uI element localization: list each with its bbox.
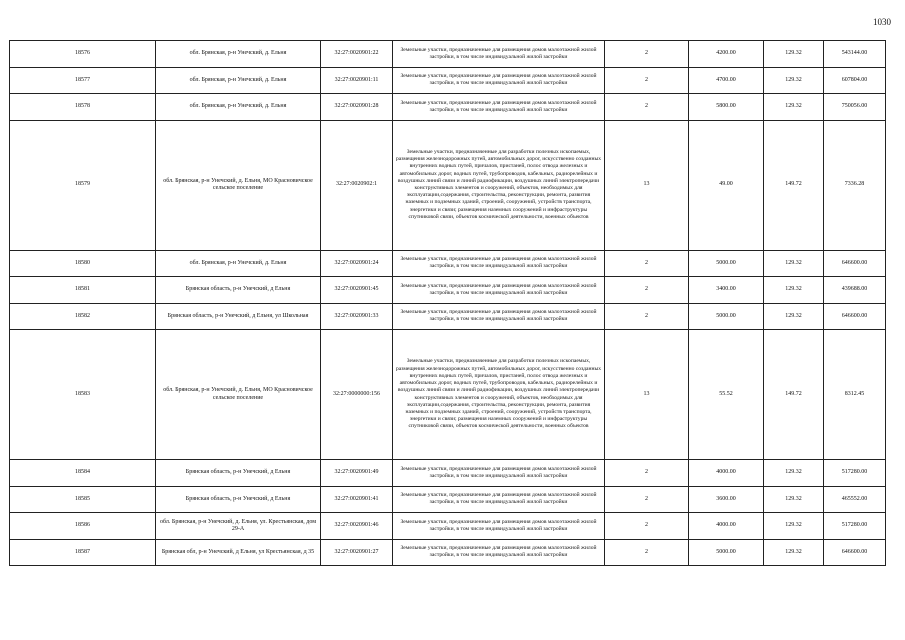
area-cell: 4000.00: [689, 513, 764, 540]
area-cell: 49.00: [689, 120, 764, 250]
table-row: [10, 277, 886, 304]
cadastral-number-cell: 32:27:0020901:11: [321, 67, 393, 94]
table-row: [10, 94, 886, 121]
cadastral-number-cell: 32:27:0020901:33: [321, 303, 393, 330]
table-row: [10, 513, 886, 540]
cadastral-value-cell: 8312.45: [824, 330, 886, 460]
cadastral-value-cell: 646600.00: [824, 303, 886, 330]
address-cell: обл. Брянская, р-н Унечский, д. Ельня: [156, 41, 321, 68]
specific-value-cell: 129.32: [764, 303, 824, 330]
cadastral-value-cell: 646600.00: [824, 250, 886, 277]
row-number-cell: 18581: [10, 277, 156, 304]
table-body: [10, 41, 886, 566]
area-cell: 4200.00: [689, 41, 764, 68]
address-cell: обл. Брянская, р-н Унечский, д. Ельня: [156, 250, 321, 277]
use-group-cell: 2: [605, 277, 689, 304]
table-row: [10, 41, 886, 68]
cadastral-number-cell: 32:27:0020901:45: [321, 277, 393, 304]
cadastral-number-cell: 32:27:0020901:46: [321, 513, 393, 540]
land-purpose-cell: Земельные участки, предназначенные для размещения домов малоэтажной жилой застройки, в том числе индивидуальной жилой застройки: [393, 41, 605, 68]
row-number-cell: 18579: [10, 120, 156, 250]
table-row: [10, 120, 886, 250]
specific-value-cell: 129.32: [764, 277, 824, 304]
row-number-cell: 18585: [10, 486, 156, 513]
row-number-cell: 18583: [10, 330, 156, 460]
specific-value-cell: 129.32: [764, 94, 824, 121]
table-row: [10, 486, 886, 513]
use-group-cell: 2: [605, 94, 689, 121]
row-number-cell: 18580: [10, 250, 156, 277]
area-cell: 5000.00: [689, 539, 764, 566]
cadastral-value-cell: 607804.00: [824, 67, 886, 94]
cadastral-number-cell: 32:27:0020901:41: [321, 486, 393, 513]
land-purpose-cell: Земельные участки, предназначенные для размещения домов малоэтажной жилой застройки, в том числе индивидуальной жилой застройки: [393, 460, 605, 487]
address-cell: обл. Брянская, р-н Унечский, д. Ельня: [156, 94, 321, 121]
area-cell: 5000.00: [689, 303, 764, 330]
row-number-cell: 18584: [10, 460, 156, 487]
use-group-cell: 13: [605, 330, 689, 460]
address-cell: Брянская область, р-н Унечский, д Ельня, ул Школьная: [156, 303, 321, 330]
cadastral-value-cell: 439688.00: [824, 277, 886, 304]
cadastral-value-cell: 7336.28: [824, 120, 886, 250]
area-cell: 4000.00: [689, 460, 764, 487]
cadastral-number-cell: 32:27:0020901:49: [321, 460, 393, 487]
use-group-cell: 2: [605, 460, 689, 487]
land-purpose-cell: Земельные участки, предназначенные для разработки полезных ископаемых, размещения железнодорожных путей, автомобильных дорог, искусственно созданных внутренних водных путей, причалов, пристаней, полос отвода железных и автомобильных дорог, водных путей, трубопроводов, кабельных, радиорелейных и воздушных линий связи и линий радиофикации, воздушных линий электропередачи конструктивных элементов и сооружений, объектов, необходимых для эксплуатации,содержания, строительства, реконструкции, ремонта, развития наземных и подземных зданий, строений, сооружений, устройств транспорта, энергетики и связи; размещения наземных сооружений и инфраструктуры спутниковой связи, объектов космической деятельности, военных объектов: [393, 120, 605, 250]
land-purpose-cell: Земельные участки, предназначенные для размещения домов малоэтажной жилой застройки, в том числе индивидуальной жилой застройки: [393, 250, 605, 277]
address-cell: обл. Брянская, р-н Унечский, д. Ельня: [156, 67, 321, 94]
specific-value-cell: 149.72: [764, 120, 824, 250]
cadastral-value-cell: 646600.00: [824, 539, 886, 566]
land-purpose-cell: Земельные участки, предназначенные для размещения домов малоэтажной жилой застройки, в том числе индивидуальной жилой застройки: [393, 486, 605, 513]
cadastral-number-cell: 32:27:0000000:156: [321, 330, 393, 460]
specific-value-cell: 149.72: [764, 330, 824, 460]
land-registry-table: [9, 40, 886, 566]
table-row: [10, 460, 886, 487]
cadastral-value-cell: 543144.00: [824, 41, 886, 68]
land-purpose-cell: Земельные участки, предназначенные для размещения домов малоэтажной жилой застройки, в том числе индивидуальной жилой застройки: [393, 94, 605, 121]
cadastral-value-cell: 465552.00: [824, 486, 886, 513]
cadastral-value-cell: 517280.00: [824, 460, 886, 487]
use-group-cell: 2: [605, 513, 689, 540]
table-row: [10, 67, 886, 94]
area-cell: 3600.00: [689, 486, 764, 513]
specific-value-cell: 129.32: [764, 486, 824, 513]
use-group-cell: 2: [605, 67, 689, 94]
address-cell: обл. Брянская, р-н Унечский, д. Ельня, МО Красновичское сельское поселение: [156, 330, 321, 460]
land-purpose-cell: Земельные участки, предназначенные для размещения домов малоэтажной жилой застройки, в том числе индивидуальной жилой застройки: [393, 303, 605, 330]
area-cell: 5000.00: [689, 250, 764, 277]
cadastral-number-cell: 32:27:0020901:24: [321, 250, 393, 277]
area-cell: 4700.00: [689, 67, 764, 94]
cadastral-value-cell: 750056.00: [824, 94, 886, 121]
row-number-cell: 18576: [10, 41, 156, 68]
specific-value-cell: 129.32: [764, 539, 824, 566]
land-purpose-cell: Земельные участки, предназначенные для разработки полезных ископаемых, размещения железнодорожных путей, автомобильных дорог, искусственно созданных внутренних водных путей, причалов, пристаней, полос отвода железных и автомобильных дорог, водных путей, трубопроводов, кабельных, радиорелейных и воздушных линий связи и линий радиофикации, воздушных линий электропередачи конструктивных элементов и сооружений, объектов, необходимых для эксплуатации,содержания, строительства, реконструкции, ремонта, развития наземных и подземных зданий, строений, сооружений, устройств транспорта, энергетики и связи; размещения наземных сооружений и инфраструктуры спутниковой связи, объектов космической деятельности, военных объектов: [393, 330, 605, 460]
cadastral-value-cell: 517280.00: [824, 513, 886, 540]
specific-value-cell: 129.32: [764, 460, 824, 487]
area-cell: 55.52: [689, 330, 764, 460]
land-purpose-cell: Земельные участки, предназначенные для размещения домов малоэтажной жилой застройки, в том числе индивидуальной жилой застройки: [393, 539, 605, 566]
table-row: [10, 250, 886, 277]
address-cell: Брянская область, р-н Унечский, д Ельня: [156, 486, 321, 513]
cadastral-number-cell: 32:27:0020901:22: [321, 41, 393, 68]
use-group-cell: 13: [605, 120, 689, 250]
use-group-cell: 2: [605, 303, 689, 330]
use-group-cell: 2: [605, 250, 689, 277]
land-purpose-cell: Земельные участки, предназначенные для размещения домов малоэтажной жилой застройки, в том числе индивидуальной жилой застройки: [393, 67, 605, 94]
table-row: [10, 303, 886, 330]
use-group-cell: 2: [605, 486, 689, 513]
row-number-cell: 18577: [10, 67, 156, 94]
use-group-cell: 2: [605, 41, 689, 68]
use-group-cell: 2: [605, 539, 689, 566]
cadastral-number-cell: 32:27:0020901:27: [321, 539, 393, 566]
specific-value-cell: 129.32: [764, 513, 824, 540]
land-purpose-cell: Земельные участки, предназначенные для размещения домов малоэтажной жилой застройки, в том числе индивидуальной жилой застройки: [393, 277, 605, 304]
address-cell: обл. Брянская, р-н Унечский, д. Ельня, ул. Крестьянская, дом 29-А: [156, 513, 321, 540]
row-number-cell: 18586: [10, 513, 156, 540]
address-cell: Брянская область, р-н Унечский, д Ельня: [156, 277, 321, 304]
row-number-cell: 18578: [10, 94, 156, 121]
area-cell: 3400.00: [689, 277, 764, 304]
row-number-cell: 18582: [10, 303, 156, 330]
specific-value-cell: 129.32: [764, 250, 824, 277]
land-purpose-cell: Земельные участки, предназначенные для размещения домов малоэтажной жилой застройки, в том числе индивидуальной жилой застройки: [393, 513, 605, 540]
cadastral-number-cell: 32:27:0020902:1: [321, 120, 393, 250]
table-row: [10, 539, 886, 566]
row-number-cell: 18587: [10, 539, 156, 566]
specific-value-cell: 129.32: [764, 67, 824, 94]
address-cell: Брянская область, р-н Унечский, д Ельня: [156, 460, 321, 487]
cadastral-number-cell: 32:27:0020901:28: [321, 94, 393, 121]
page-number: 1030: [873, 17, 891, 27]
address-cell: обл. Брянская, р-н Унечский, д. Ельня, МО Красновичское сельское поселение: [156, 120, 321, 250]
area-cell: 5800.00: [689, 94, 764, 121]
address-cell: Брянская обл, р-н Унечский, д Ельня, ул Крестьянская, д 35: [156, 539, 321, 566]
specific-value-cell: 129.32: [764, 41, 824, 68]
table-row: [10, 330, 886, 460]
